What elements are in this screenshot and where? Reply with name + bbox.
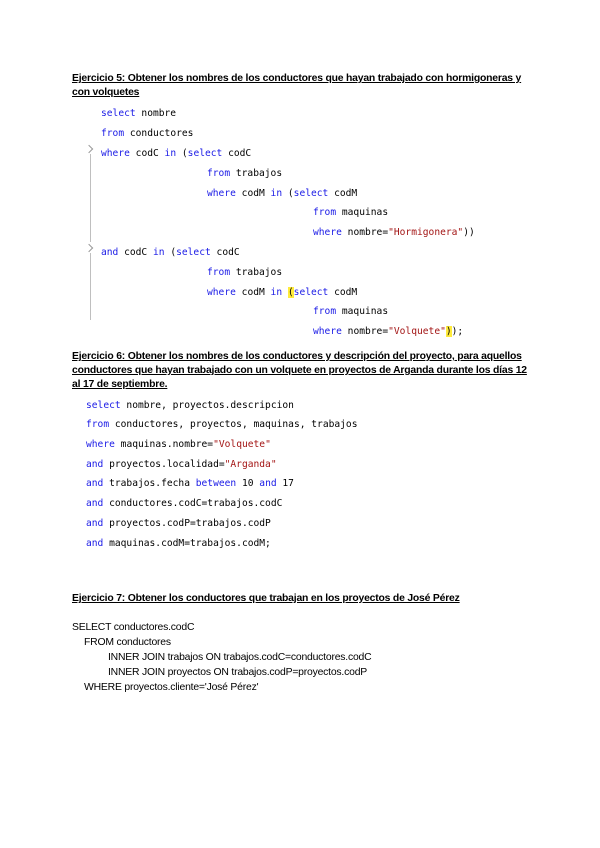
code-token: between — [195, 478, 237, 489]
code-token: trabajos — [230, 168, 283, 179]
code-token: nombre= — [341, 227, 389, 238]
code-token: ); — [451, 326, 464, 337]
code-token: "Volquete" — [213, 439, 271, 450]
code-token: codM — [328, 287, 358, 298]
ex5-line — [313, 302, 388, 322]
ex6-line — [86, 474, 294, 494]
code-token: in — [270, 188, 283, 199]
code-token: codC — [210, 247, 240, 258]
code-token: "Hormigonera" — [388, 227, 464, 238]
code-token: and — [101, 247, 119, 258]
code-token: ) — [445, 326, 452, 337]
code-token: conductores, proyectos, maquinas, trabajos — [109, 419, 358, 430]
code-token: select — [176, 247, 211, 258]
ex5-line — [207, 184, 357, 204]
code-token: codC — [222, 148, 252, 159]
fold-marker-icon — [85, 145, 93, 153]
fold-guide — [90, 154, 95, 242]
code-token: codM — [235, 287, 271, 298]
code-token: 10 — [236, 478, 260, 489]
ex5-line — [207, 164, 282, 184]
ex6-line — [86, 455, 277, 475]
ex6-line — [86, 514, 271, 534]
code-token: maquinas — [336, 207, 389, 218]
code-token: from — [313, 207, 337, 218]
exercise-5-heading: Ejercicio 5: Obtener los nombres de los conductores que hayan trabajado con hormigoneras y con volquetes — [72, 73, 522, 98]
ex5-line — [313, 203, 388, 223]
sql-line: SELECT conductores.codC — [72, 622, 195, 633]
fold-guide — [90, 253, 95, 320]
code-token: nombre, proyectos.descripcion — [120, 400, 294, 411]
code-token: )) — [463, 227, 475, 238]
code-token: and — [259, 478, 277, 489]
code-token: from — [86, 419, 110, 430]
code-token: from — [207, 267, 231, 278]
code-token: select — [86, 400, 121, 411]
code-token: codM — [328, 188, 358, 199]
ex5-line — [101, 243, 240, 263]
ex6-line — [86, 494, 282, 514]
code-token: nombre= — [341, 326, 389, 337]
code-token: maquinas — [336, 306, 389, 317]
exercise-7-heading: Ejercicio 7: Obtener los conductores que trabajan en los proyectos de José Pérez — [72, 593, 460, 604]
sql-line: INNER JOIN proyectos ON trabajos.codP=proyectos.codP — [108, 667, 368, 678]
ex6-line — [86, 534, 271, 554]
ex6-line — [86, 396, 294, 416]
code-token: from — [101, 128, 125, 139]
code-token: "Volquete" — [388, 326, 446, 337]
code-token: nombre — [135, 108, 177, 119]
code-token: ( — [287, 287, 294, 298]
ex5-line — [101, 124, 193, 144]
code-token: select — [101, 108, 136, 119]
code-token: codM — [235, 188, 271, 199]
code-token: and — [86, 518, 104, 529]
sql-line: FROM conductores — [84, 637, 171, 648]
code-token: select — [293, 287, 329, 298]
code-token: "Arganda" — [224, 459, 277, 470]
code-token: from — [313, 306, 337, 317]
code-token: 17 — [276, 478, 294, 489]
ex6-line — [86, 435, 271, 455]
code-token: in — [164, 148, 177, 159]
code-token: where — [101, 148, 130, 159]
code-token: ( — [176, 148, 188, 159]
code-token: maquinas.nombre= — [114, 439, 214, 450]
code-token: in — [270, 287, 283, 298]
code-token: conductores.codC=trabajos.codC — [103, 498, 283, 509]
code-token: conductores — [124, 128, 194, 139]
code-token: trabajos — [230, 267, 283, 278]
ex5-line — [207, 283, 357, 303]
code-token: select — [187, 148, 223, 159]
code-token: maquinas.codM=trabajos.codM; — [103, 538, 271, 549]
fold-marker-icon — [85, 244, 93, 252]
ex5-line — [101, 104, 176, 124]
code-token: where — [313, 227, 342, 238]
code-token: codC — [118, 247, 153, 258]
code-token: where — [86, 439, 115, 450]
ex5-line — [101, 144, 251, 164]
code-token: proyectos.localidad= — [103, 459, 225, 470]
exercise-6-heading: Ejercicio 6: Obtener los nombres de los conductores y descripción del proyecto, para aquellos conductores que hayan trabajado con un volquete en proyectos de Arganda durante los días 12 al 17 de septiembre. — [72, 351, 527, 390]
sql-line: INNER JOIN trabajos ON trabajos.codC=conductores.codC — [108, 652, 372, 663]
code-token: ( — [164, 247, 177, 258]
code-token: and — [86, 498, 104, 509]
code-token: and — [86, 459, 104, 470]
ex5-line — [313, 223, 475, 243]
code-token: where — [313, 326, 342, 337]
code-token: where — [207, 287, 236, 298]
code-token: and — [86, 478, 104, 489]
sql-line: WHERE proyectos.cliente='José Pérez' — [84, 682, 259, 693]
code-token: select — [293, 188, 329, 199]
code-token: codC — [129, 148, 165, 159]
code-token: proyectos.codP=trabajos.codP — [103, 518, 271, 529]
ex5-line — [207, 263, 282, 283]
code-token: where — [207, 188, 236, 199]
ex5-line — [313, 322, 463, 342]
code-token: ( — [282, 188, 294, 199]
code-token: and — [86, 538, 104, 549]
code-token: from — [207, 168, 231, 179]
code-token: in — [152, 247, 165, 258]
ex6-line — [86, 415, 357, 435]
code-token: trabajos.fecha — [103, 478, 196, 489]
